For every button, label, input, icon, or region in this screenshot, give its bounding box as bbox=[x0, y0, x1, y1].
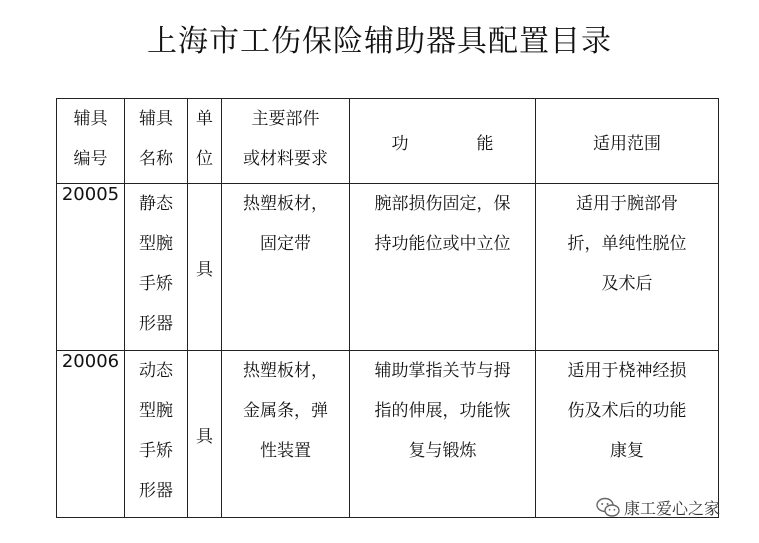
item-scope-line: 折，单纯性脱位 bbox=[567, 234, 687, 254]
header-unit-line: 单 bbox=[196, 109, 213, 129]
table-row bbox=[57, 351, 719, 518]
item-function-line: 持功能位或中立位 bbox=[374, 234, 511, 254]
item-scope-line: 适用于腕部骨 bbox=[576, 194, 678, 214]
item-name-line: 形器 bbox=[139, 314, 173, 334]
item-function bbox=[350, 184, 536, 351]
item-scope-line: 适用于桡神经损 bbox=[567, 361, 687, 381]
item-name-line: 手矫 bbox=[139, 274, 173, 294]
item-name-line: 型腕 bbox=[139, 401, 173, 421]
header-material-line: 主要部件 bbox=[251, 109, 320, 129]
watermark bbox=[596, 496, 720, 519]
item-name-line: 型腕 bbox=[139, 234, 173, 254]
item-name-line: 形器 bbox=[139, 481, 173, 501]
wechat-icon bbox=[596, 497, 620, 519]
page-title: 上海市工伤保险辅助器具配置目录 bbox=[147, 24, 612, 59]
header-code-line: 辅具 bbox=[73, 109, 108, 129]
header-name-line: 名称 bbox=[139, 149, 173, 169]
header-code bbox=[57, 99, 125, 184]
catalog-table bbox=[56, 98, 719, 518]
item-name-line: 动态 bbox=[139, 361, 173, 381]
header-material bbox=[222, 99, 350, 184]
item-scope-line: 康复 bbox=[610, 441, 644, 461]
item-scope-line: 及术后 bbox=[601, 274, 653, 294]
item-scope-line: 伤及术后的功能 bbox=[567, 401, 687, 421]
item-function-line: 指的伸展，功能恢 bbox=[374, 401, 511, 421]
header-scope: 适用范围 bbox=[536, 99, 719, 184]
item-material-line: 固定带 bbox=[260, 234, 311, 254]
item-material bbox=[222, 184, 350, 351]
watermark-text: 康工爱心之家 bbox=[624, 499, 721, 518]
header-row bbox=[57, 99, 719, 184]
item-code: 20006 bbox=[57, 351, 125, 518]
item-function-line: 腕部损伤固定，保 bbox=[374, 194, 511, 214]
header-unit bbox=[188, 99, 222, 184]
item-material-line: 热塑板材， bbox=[243, 361, 328, 381]
item-scope bbox=[536, 184, 719, 351]
header-name-line: 辅具 bbox=[139, 109, 173, 129]
item-material-line: 金属条，弹 bbox=[243, 401, 328, 421]
header-name bbox=[125, 99, 188, 184]
item-material-line: 性装置 bbox=[260, 441, 311, 461]
item-scope bbox=[536, 351, 719, 518]
item-material bbox=[222, 351, 350, 518]
table-row bbox=[57, 184, 719, 351]
header-code-line: 编号 bbox=[73, 149, 108, 169]
item-function bbox=[350, 351, 536, 518]
header-material-line: 或材料要求 bbox=[243, 149, 328, 169]
item-function-line: 复与锻炼 bbox=[408, 441, 477, 461]
header-function: 功 能 bbox=[350, 99, 536, 184]
item-name bbox=[125, 351, 188, 518]
item-name-line: 静态 bbox=[139, 194, 173, 214]
item-unit: 具 bbox=[188, 351, 222, 518]
item-unit: 具 bbox=[188, 184, 222, 351]
item-material-line: 热塑板材， bbox=[243, 194, 328, 214]
header-unit-line: 位 bbox=[196, 149, 213, 169]
item-name bbox=[125, 184, 188, 351]
item-code: 20005 bbox=[57, 184, 125, 351]
item-function-line: 辅助掌指关节与拇 bbox=[374, 361, 511, 381]
item-name-line: 手矫 bbox=[139, 441, 173, 461]
